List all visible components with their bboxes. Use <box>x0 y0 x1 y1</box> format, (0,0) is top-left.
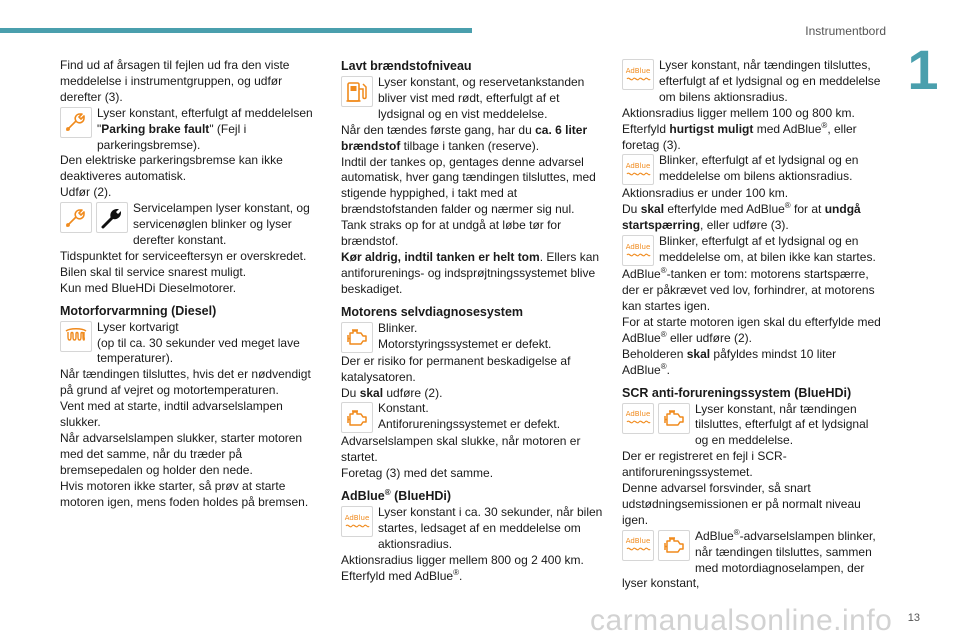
header-accent-bar <box>0 28 472 33</box>
service-key-icon <box>96 202 128 233</box>
paragraph: Du skal efterfylde med AdBlue® for at undgå startspærring, eller udføre (3). <box>622 201 861 233</box>
column-middle <box>341 58 603 585</box>
warning-item-preheating: Lyser kortvarigt (op til ca. 30 sekunder ved meget lave temperaturer). <box>60 320 318 368</box>
column-right <box>622 58 884 592</box>
warning-item-adblue-blink-nostart: AdBlue Blinker, efterfulgt af et lydsignal og en meddelelse om, at bilen ikke kan startes. <box>622 234 884 267</box>
paragraph: Vent med at starte, indtil advarselslampen slukker. <box>60 399 283 430</box>
paragraph: Der er risiko for permanent beskadigelse af katalysatoren. <box>341 353 571 384</box>
paragraph: Foretag (3) med det samme. <box>341 466 494 481</box>
paragraph: AdBlue®-tanken er tom: motorens startspærre, der er påkrævet ved lov, forhindrer, at motorens kan startes igen. <box>622 266 875 313</box>
paragraph: Du skal udføre (2). <box>341 385 443 400</box>
paragraph: Når den tændes første gang, har du ca. 6 liter brændstof tilbage i tanken (reserve). <box>341 122 588 153</box>
warning-item-engine-steady: Konstant. Antiforureningssystemet er defekt. <box>341 401 603 434</box>
page-number: 13 <box>907 612 920 624</box>
heading-scr: SCR anti-forureningssystem (BlueHDi) <box>622 385 852 400</box>
chapter-number: 1 <box>907 38 939 101</box>
paragraph: For at starte motoren igen skal du efterfylde med AdBlue® eller udføre (2). <box>622 314 881 345</box>
wrench-warning-icon <box>60 202 92 233</box>
paragraph: Aktionsradius ligger mellem 800 og 2 400 km. <box>341 552 584 567</box>
paragraph: Efterfyld med AdBlue®. <box>341 567 463 583</box>
paragraph: Når tændingen tilsluttes, hvis det er nødvendigt på grund af vejret og motortemperaturen. <box>60 367 311 398</box>
paragraph: Advarselslampen skal slukke, når motoren er startet. <box>341 434 581 465</box>
paragraph: Kør aldrig, indtil tanken er helt tom. Ellers kan antiforurenings- og indsprøjtningssystemet blive beskadiget. <box>341 249 600 296</box>
adblue-icon: AdBlue <box>341 506 373 537</box>
paragraph: Tank straks op for at undgå at løbe tør for brændstof. <box>341 218 562 249</box>
heading-self-diagnosis: Motorens selvdiagnosesystem <box>341 304 524 319</box>
paragraph: Der er registreret en fejl i SCR-antiforureningssystemet. <box>622 449 787 480</box>
heading-low-fuel: Lavt brændstofniveau <box>341 59 472 73</box>
column-left <box>60 58 318 510</box>
warning-item-scr: AdBlue Lyser konstant, når tændingen tilsluttes, efterfulgt af et lydsignal og en meddelelse. <box>622 402 884 450</box>
fuel-pump-icon <box>341 76 373 107</box>
warning-item-parking-brake: Lyser konstant, efterfulgt af meddelelsen "Parking brake fault" (Fejl i parkeringsbremse). <box>60 106 318 154</box>
paragraph: Indtil der tankes op, gentages denne advarsel automatisk, hver gang tændingen tilsluttes, med stigende hyppighed, i takt med at brændstofstanden falder og nærmer sig nul. <box>341 154 596 217</box>
heading-preheating: Motorforvarmning (Diesel) <box>60 303 217 318</box>
paragraph: Aktionsradius ligger mellem 100 og 800 km. <box>622 105 855 120</box>
warning-item-adblue-blink-range: AdBlue Blinker, efterfulgt af et lydsignal og en meddelelse om bilens aktionsradius. <box>622 153 884 186</box>
warning-item-service: Servicelampen lyser konstant, og servicenøglen blinker og lyser derefter konstant. <box>60 201 318 249</box>
paragraph: Den elektriske parkeringsbremse kan ikke deaktiveres automatisk. <box>60 153 283 184</box>
paragraph: Denne advarsel forsvinder, så snart udstødningsemissionen er på normalt niveau igen. <box>622 481 861 527</box>
watermark: carmanualsonline.info <box>590 604 893 637</box>
engine-icon <box>658 530 690 561</box>
engine-icon <box>341 322 373 353</box>
engine-icon <box>341 402 373 433</box>
warning-item-adblue-steady: AdBlue Lyser konstant, når tændingen tilsluttes, efterfulgt af et lydsignal og en meddelelse om bilens aktionsradius. <box>622 58 884 106</box>
paragraph: Bilen skal til service snarest muligt. <box>60 264 247 279</box>
paragraph: Når advarselslampen slukker, starter motoren med det samme, når du træder på bremsepedalen og holder den nede. <box>60 430 303 477</box>
adblue-icon: AdBlue <box>622 154 654 185</box>
paragraph: Find ud af årsagen til fejlen ud fra den viste meddelelse i instrumentgruppen, og udfør derefter (3). <box>60 58 290 104</box>
paragraph: Aktionsradius er under 100 km. <box>622 186 789 201</box>
paragraph: Beholderen skal påfyldes mindst 10 liter AdBlue®. <box>622 346 837 377</box>
section-title: Instrumentbord <box>805 24 886 38</box>
engine-icon <box>658 403 690 434</box>
warning-item-engine-blink: Blinker. Motorstyringssystemet er defekt. <box>341 321 603 354</box>
heading-adblue: AdBlue® (BlueHDi) <box>341 487 452 504</box>
paragraph: Udfør (2). <box>60 185 112 200</box>
warning-item-adblue: AdBlue Lyser konstant i ca. 30 sekunder, når bilen startes, ledsaget af en meddelelse om aktionsradius. <box>341 505 603 553</box>
adblue-icon: AdBlue <box>622 530 654 561</box>
paragraph: Efterfyld hurtigst muligt med AdBlue®, eller foretag (3). <box>622 120 857 152</box>
warning-item-low-fuel: Lyser konstant, og reservetankstanden bliver vist med rødt, efterfulgt af et lydsignal og en vist meddelelse. <box>341 75 603 123</box>
wrench-warning-icon <box>60 107 92 138</box>
glow-plug-icon <box>60 321 92 352</box>
adblue-icon: AdBlue <box>622 59 654 90</box>
paragraph: Kun med BlueHDi Dieselmotorer. <box>60 280 237 295</box>
paragraph: Hvis motoren ikke starter, så prøv at starte motoren igen, mens foden holdes på bremsen. <box>60 478 309 509</box>
warning-item-scr-blink: AdBlue AdBlue®-advarselslampen blinker, når tændingen tilsluttes, sammen med motordiagnoselampen, der lyser konstant, <box>622 528 876 591</box>
paragraph: Tidspunktet for serviceeftersyn er overskredet. <box>60 248 307 263</box>
adblue-icon: AdBlue <box>622 403 654 434</box>
adblue-icon: AdBlue <box>622 235 654 266</box>
